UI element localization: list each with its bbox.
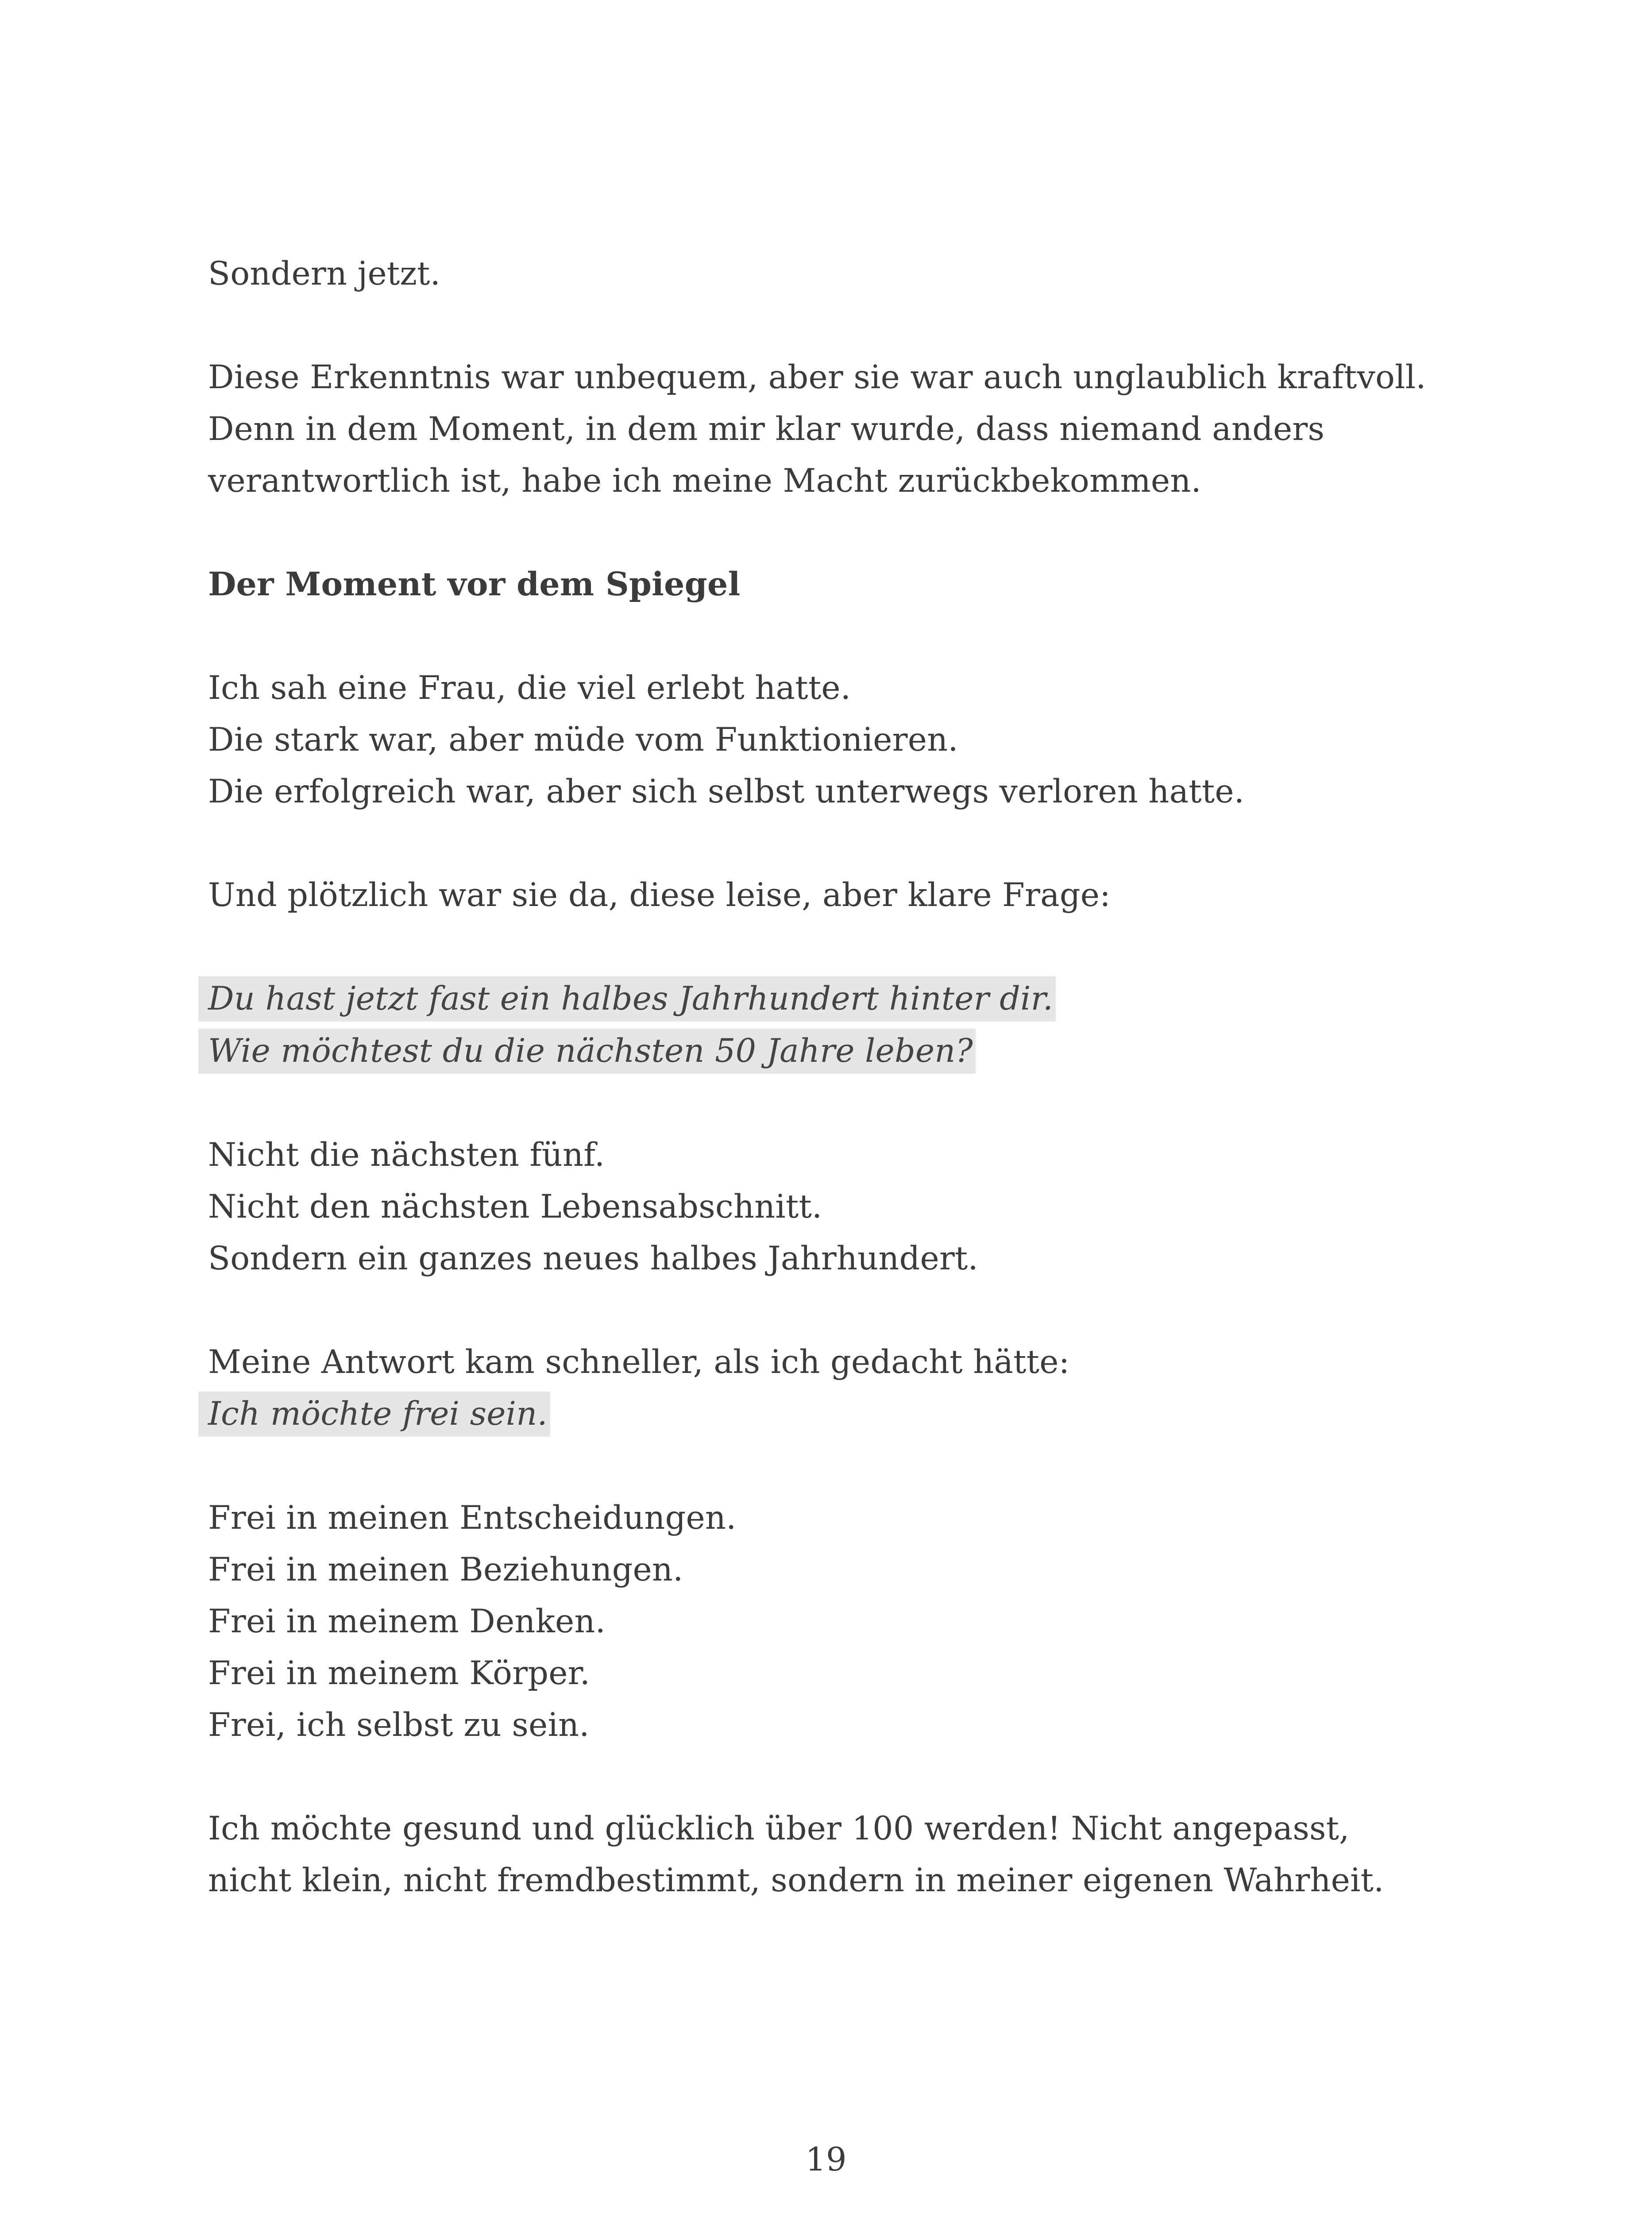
text-line: Frei, ich selbst zu sein. [208, 1706, 590, 1744]
text-line: Nicht die nächsten fünf. [208, 1136, 605, 1174]
paragraph-6 [208, 1336, 1492, 1440]
paragraph-1 [208, 248, 1492, 300]
paragraph-5 [208, 1129, 1492, 1284]
quote-line-wrapper [208, 1388, 1492, 1440]
paragraph-7 [208, 1492, 1492, 1751]
highlighted-text: Ich möchte frei sein. [198, 1392, 550, 1437]
text-line: Frei in meinen Beziehungen. [208, 1551, 683, 1588]
quote-line-wrapper [208, 1025, 1492, 1077]
paragraph-4 [208, 869, 1492, 921]
text-line: Und plötzlich war sie da, diese leise, aber klare Frage: [208, 876, 1111, 914]
text-line: Ich sah eine Frau, die viel erlebt hatte. [208, 669, 851, 707]
text-line: Ich möchte gesund und glücklich über 100 werden! Nicht angepasst, [208, 1810, 1350, 1847]
paragraph-8 [208, 1803, 1492, 1906]
text-line: Diese Erkenntnis war unbequem, aber sie war auch unglaublich kraftvoll. [208, 359, 1426, 396]
section-heading [208, 559, 1492, 610]
highlighted-text: Wie möchtest du die nächsten 50 Jahre leben? [198, 1029, 976, 1074]
highlighted-quote-1 [208, 973, 1492, 1077]
page-number: 19 [805, 2141, 847, 2178]
text-line: Die stark war, aber müde vom Funktionieren. [208, 721, 958, 759]
text-line: Meine Antwort kam schneller, als ich gedacht hätte: [208, 1343, 1070, 1381]
text-line: Frei in meinen Entscheidungen. [208, 1499, 737, 1537]
text-line: Die erfolgreich war, aber sich selbst unterwegs verloren hatte. [208, 773, 1245, 810]
text-line: Denn in dem Moment, in dem mir klar wurde, dass niemand anders [208, 410, 1325, 448]
paragraph-3 [208, 662, 1492, 817]
text-line: Frei in meinem Körper. [208, 1654, 591, 1692]
quote-line-wrapper [208, 973, 1492, 1025]
heading-text: Der Moment vor dem Spiegel [208, 565, 741, 603]
text-line: Sondern ein ganzes neues halbes Jahrhundert. [208, 1240, 978, 1277]
text-line: Nicht den nächsten Lebensabschnitt. [208, 1188, 822, 1226]
text-line: verantwortlich ist, habe ich meine Macht zurückbekommen. [208, 462, 1201, 500]
text-line: Frei in meinem Denken. [208, 1603, 606, 1640]
highlighted-text: Du hast jetzt fast ein halbes Jahrhundert hinter dir. [198, 976, 1056, 1022]
body-text [208, 248, 1492, 1958]
text-line: Sondern jetzt. [208, 255, 440, 293]
paragraph-2 [208, 351, 1492, 507]
text-line: nicht klein, nicht fremdbestimmt, sondern in meiner eigenen Wahrheit. [208, 1862, 1384, 1899]
